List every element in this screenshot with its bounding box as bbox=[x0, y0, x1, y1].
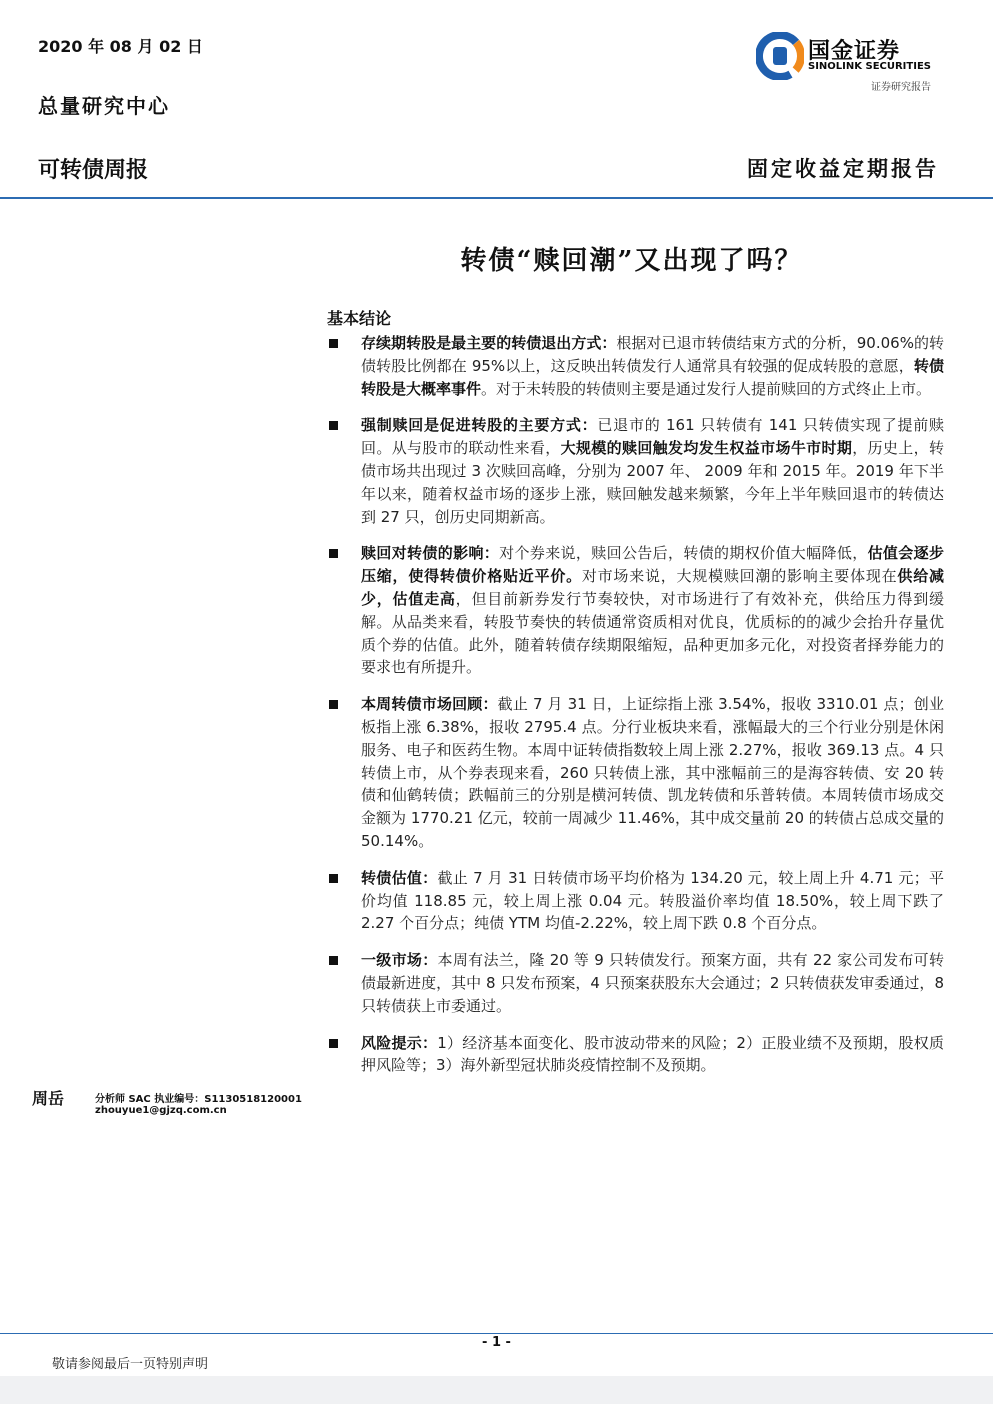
bullet-text: 。对于未转股的转债则主要是通过发行人提前赎回的方式终止上市。 bbox=[481, 379, 932, 398]
bullet-text: 1）经济基本面变化、股市波动带来的风险；2）正股业绩不及预期，股权质押风险等；3）海外新型冠状肺炎疫情控制不及预期。 bbox=[361, 1033, 944, 1075]
bullet-square-icon bbox=[329, 339, 338, 348]
footer-band bbox=[0, 1376, 993, 1404]
bullet-text: 根据对已退市转债结束方式的分析，90.06%的转债转股比例都在 95%以上，这反映出转债发行人通常具有较强的促成转股的意愿， bbox=[361, 334, 944, 375]
page-number: - 1 - bbox=[482, 1335, 511, 1350]
report-series: 可转债周报 bbox=[38, 158, 149, 183]
bullet-lead: 本周转债市场回顾： bbox=[361, 695, 498, 714]
bullet-square-icon bbox=[329, 549, 338, 558]
report-category: 固定收益定期报告 bbox=[747, 156, 939, 181]
analyst-email: zhouyue1@gjzq.com.cn bbox=[95, 1105, 227, 1116]
bullet-emphasis: 供给减少，估值走高 bbox=[361, 567, 944, 608]
bullet-text: 对市场来说，大规模赎回潮的影响主要体现在 bbox=[581, 567, 898, 586]
bullet-lead: 存续期转股是最主要的转债退出方式： bbox=[361, 334, 617, 352]
logo-emblem-icon bbox=[756, 32, 804, 80]
bullet-text: 已退市的 161 只转债有 141 只转债实现了提前赎回。从与股市的联动性来看， bbox=[361, 416, 944, 458]
list-item bbox=[327, 693, 944, 853]
list-item bbox=[327, 414, 944, 528]
bullet-square-icon bbox=[329, 956, 338, 965]
bullet-square-icon bbox=[329, 700, 338, 709]
bullet-emphasis: 估值会逐步压缩，使得转债价格贴近平价。 bbox=[361, 544, 944, 586]
report-title: 转债“赎回潮”又出现了吗？ bbox=[460, 246, 803, 276]
bullet-lead: 赎回对转债的影响： bbox=[361, 544, 500, 563]
key-conclusions-list bbox=[327, 332, 944, 1091]
list-item bbox=[327, 332, 944, 400]
footer-divider bbox=[0, 1333, 993, 1334]
research-center-name: 总量研究中心 bbox=[38, 94, 170, 118]
analyst-certification: 分析师 SAC 执业编号：S1130518120001 bbox=[95, 1094, 302, 1105]
bullet-lead: 一级市场： bbox=[361, 951, 438, 970]
bullet-text: 截止 7 月 31 日转债市场平均价格为 134.20 元，较上周上升 4.71 元；平价均值 118.85 元，较上周上涨 0.04 元。转股溢价率均值 18.50%，较上周下跌了 2.27 个百分点；纯债 YTM 均值-2.22%，较上周下跌 0.8 个百分点。 bbox=[361, 868, 944, 933]
report-date: 2020 年 08 月 02 日 bbox=[38, 37, 203, 56]
list-item bbox=[327, 867, 944, 935]
bullet-square-icon bbox=[329, 421, 338, 430]
bullet-lead: 强制赎回是促进转股的主要方式： bbox=[361, 416, 598, 435]
analyst-name: 周岳 bbox=[32, 1089, 65, 1108]
list-item bbox=[327, 1032, 944, 1078]
footer-disclaimer: 敬请参阅最后一页特别声明 bbox=[52, 1357, 209, 1372]
bullet-text: 本周有法兰，隆 20 等 9 只转债发行。预案方面，共有 22 家公司发布可转债最新进度，其中 8 只发布预案，4 只预案获股东大会通过；2 只转债获发审委通过，8 只转债获上市委通过。 bbox=[361, 951, 944, 1015]
list-item bbox=[327, 949, 944, 1017]
bullet-text: ，历史上，转债市场共出现过 3 次赎回高峰，分别为 2007 年、 2009 年和 2015 年。2019 年下半年以来，随着权益市场的逐步上涨，赎回触发越来频繁，今年上半年赎回退市的转债达到 27 只，创历史同期新高。 bbox=[361, 439, 944, 526]
logo-chinese-name: 国金证券 bbox=[808, 39, 901, 64]
bullet-text: 对个券来说，赎回公告后，转债的期权价值大幅降低， bbox=[499, 544, 868, 563]
bullet-lead: 转债估值： bbox=[361, 868, 438, 887]
bullet-emphasis: 大规模的赎回触发均发生权益市场牛市时期 bbox=[560, 439, 853, 458]
bullet-square-icon bbox=[329, 874, 338, 883]
bullet-text: ，但目前新券发行节奏较快，对市场进行了有效补充，供给压力得到缓解。从品类来看，转股节奏快的转债通常资质相对优良，优质标的的减少会抬升存量优质个券的估值。此外，随着转债存续期限缩短，品种更加多元化，对投资者择券能力的要求也有所提升。 bbox=[361, 589, 944, 677]
bullet-text: 截止 7 月 31 日，上证综指上涨 3.54%，报收 3310.01 点；创业板指上涨 6.38%，报收 2795.4 点。分行业板块来看，涨幅最大的三个行业分别是休闲服务、电子和医药生物。本周中证转债指数较上周上涨 2.27%，报收 369.13 点。4 只转债上市，从个券表现来看，260 只转债上涨，其中涨幅前三的是海容转债、安 20 转债和仙鹤转债；跌幅前三的分别是横河转债、凯龙转债和乐普转债。本周转债市场成交金额为 1770.21 亿元，较前一周减少 11.46%，其中成交量前 20 的转债占总成交量的 50.14%。 bbox=[361, 695, 944, 850]
bullet-emphasis: 转债转股是大概率事件 bbox=[361, 356, 944, 398]
bullet-lead: 风险提示： bbox=[361, 1033, 438, 1052]
list-item bbox=[327, 542, 944, 679]
header-divider bbox=[0, 197, 993, 199]
logo-english-name: SINOLINK SECURITIES bbox=[808, 61, 931, 72]
bullet-square-icon bbox=[329, 1039, 338, 1048]
section-heading: 基本结论 bbox=[327, 309, 392, 328]
report-type-label: 证券研究报告 bbox=[871, 82, 931, 93]
